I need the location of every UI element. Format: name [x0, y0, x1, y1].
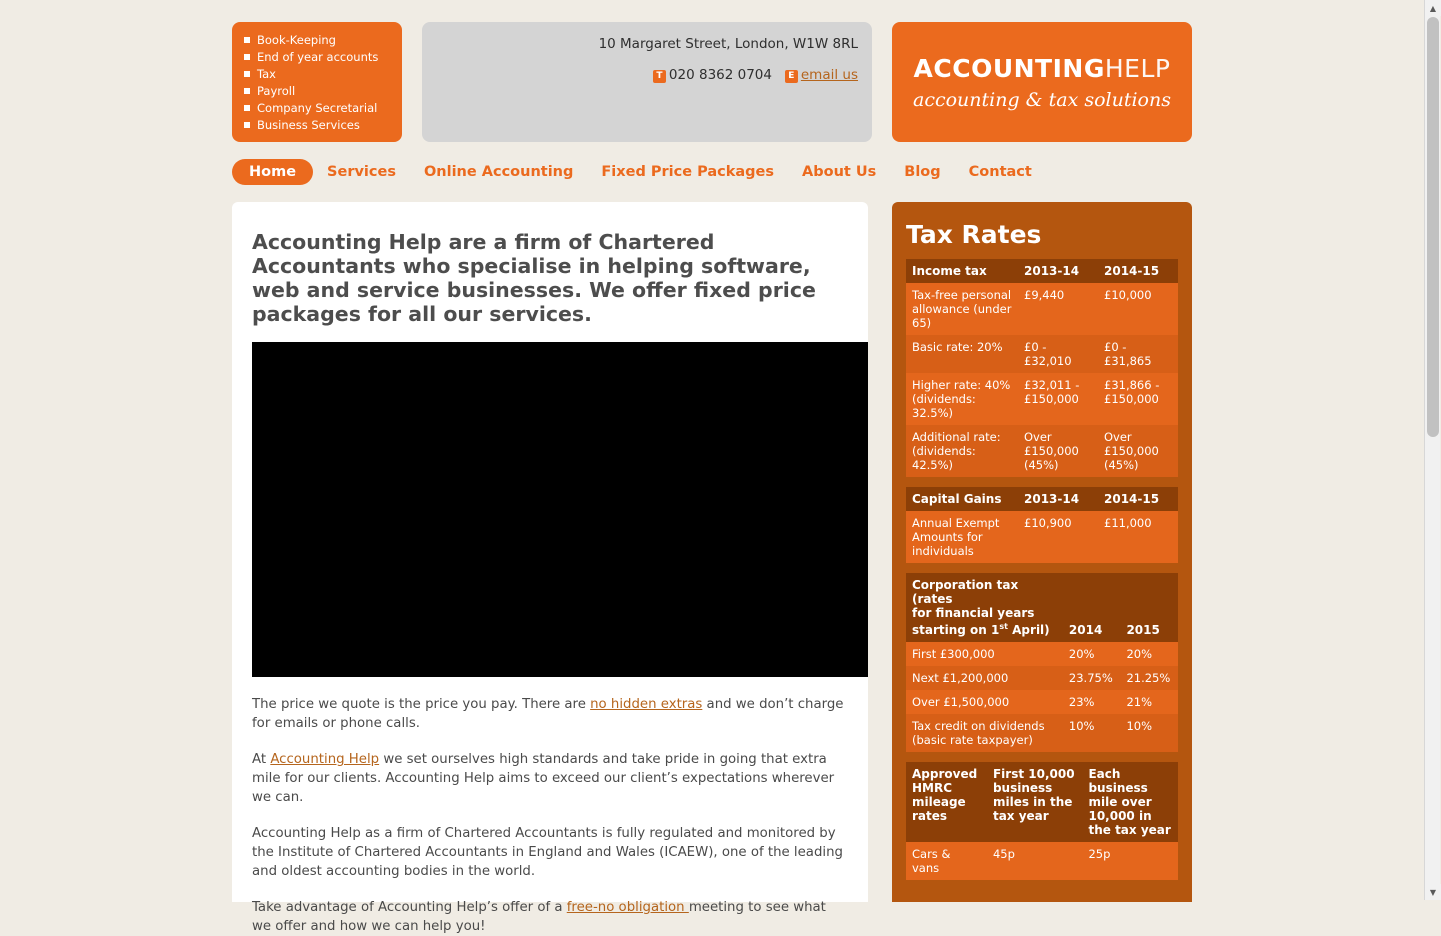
logo-light-part: HELP	[1104, 53, 1171, 83]
list-item[interactable]	[244, 49, 390, 66]
income-tax-table	[906, 259, 1178, 477]
page-title: Accounting Help are a firm of Chartered Accountants who specialise in helping software, web and service businesses. We offer fixed price packages for all our services.	[252, 230, 816, 326]
scroll-down-arrow-icon[interactable]: ▼	[1425, 884, 1441, 900]
column-header: 2014-15	[1098, 487, 1178, 511]
square-bullet-icon	[244, 88, 250, 94]
paragraph-regulation: Accounting Help as a firm of Chartered Accountants is fully regulated and monitored by the Institute of Chartered Accountants in England and Wales (ICAEW), one of the leading and oldest accounting bodies in the world.	[252, 826, 843, 879]
table-header-row	[906, 487, 1178, 511]
list-item-label: Company Secretarial	[257, 101, 378, 115]
column-header: 2013-14	[1018, 487, 1098, 511]
cell-value: 23%	[1063, 690, 1121, 714]
header-line-3-pre: starting on 1	[912, 623, 1000, 637]
paragraph-text: meeting to see what we offer and how we can help you!	[252, 900, 826, 934]
cell-value: 45p	[987, 842, 1083, 880]
paragraph-offer	[252, 898, 848, 936]
cell-value: 21%	[1120, 690, 1178, 714]
table-row	[906, 511, 1178, 563]
cell-label: Higher rate: 40% (dividends: 32.5%)	[906, 373, 1018, 425]
site-logo[interactable]	[892, 22, 1192, 142]
list-item-label: Business Services	[257, 118, 360, 132]
column-header: First 10,000 business miles in the tax year	[987, 762, 1083, 842]
table-header-row	[906, 573, 1178, 642]
column-header: Capital Gains	[906, 487, 1018, 511]
table-row	[906, 425, 1178, 477]
mileage-rates-table	[906, 762, 1178, 880]
table-row	[906, 642, 1178, 666]
nav-item-fixed-price-packages[interactable]: Fixed Price Packages	[601, 164, 774, 180]
cell-value: £0 - £31,865	[1098, 335, 1178, 373]
square-bullet-icon	[244, 105, 250, 111]
list-item-label: Payroll	[257, 84, 296, 98]
contact-details-box	[422, 22, 872, 142]
phone-number: 020 8362 0704	[668, 67, 772, 83]
scroll-up-arrow-icon[interactable]: ▲	[1425, 0, 1441, 16]
cell-value: 21.25%	[1120, 666, 1178, 690]
list-item[interactable]	[244, 117, 390, 134]
cell-value: £10,900	[1018, 511, 1098, 563]
cell-value: £11,000	[1098, 511, 1178, 563]
table-row	[906, 666, 1178, 690]
cell-label: Additional rate: (dividends: 42.5%)	[906, 425, 1018, 477]
list-item-label: Book-Keeping	[257, 33, 336, 47]
column-header: 2015	[1120, 573, 1178, 642]
square-bullet-icon	[244, 71, 250, 77]
cell-value: 23.75%	[1063, 666, 1121, 690]
vertical-scrollbar[interactable]	[1424, 0, 1440, 900]
contact-row	[422, 67, 872, 83]
nav-item-blog[interactable]: Blog	[904, 164, 941, 180]
square-bullet-icon	[244, 37, 250, 43]
cell-label: Over £1,500,000	[906, 690, 1063, 714]
cell-label: Next £1,200,000	[906, 666, 1063, 690]
nav-item-online-accounting[interactable]: Online Accounting	[423, 164, 574, 180]
no-hidden-extras-link[interactable]: no hidden extras	[590, 697, 703, 712]
corporation-tax-table	[906, 573, 1178, 752]
list-item-label: End of year accounts	[257, 50, 379, 64]
header-line-2: for financial years	[912, 606, 1035, 620]
table-row	[906, 373, 1178, 425]
logo-wordmark	[914, 54, 1171, 83]
nav-item-contact[interactable]: Contact	[968, 164, 1032, 180]
paragraph-text: At	[252, 752, 271, 767]
header-line-1: Corporation tax (rates	[912, 578, 1019, 606]
cell-value: 20%	[1120, 642, 1178, 666]
accounting-help-link[interactable]: Accounting Help	[270, 752, 380, 767]
paragraph-pricing	[252, 695, 848, 733]
cell-value: Over £150,000 (45%)	[1018, 425, 1098, 477]
cell-label: First £300,000	[906, 642, 1063, 666]
nav-item-services[interactable]: Services	[327, 164, 396, 180]
column-header: Income tax	[906, 259, 1018, 283]
paragraph-text: Take advantage of Accounting Help’s offer of a	[252, 900, 567, 915]
header-ordinal-suffix: st	[999, 622, 1008, 631]
scrollbar-thumb[interactable]	[1427, 17, 1439, 437]
cell-value: £0 - £32,010	[1018, 335, 1098, 373]
list-item-label: Tax	[257, 67, 276, 81]
column-header: Each business mile over 10,000 in the tax year	[1082, 762, 1178, 842]
cell-label: Tax-free personal allowance (under 65)	[906, 283, 1018, 335]
cell-value: £31,866 - £150,000	[1098, 373, 1178, 425]
table-header-row	[906, 259, 1178, 283]
cell-label: Tax credit on dividends (basic rate taxpayer)	[906, 714, 1063, 752]
cell-label: Annual Exempt Amounts for individuals	[906, 511, 1018, 563]
column-header-corporation	[906, 573, 1063, 642]
free-no-obligation-link[interactable]: free-no obligation	[566, 900, 689, 915]
services-summary-list	[244, 32, 390, 134]
square-bullet-icon	[244, 54, 250, 60]
nav-item-home[interactable]: Home	[232, 159, 313, 185]
column-header: Approved HMRC mileage rates	[906, 762, 987, 842]
services-summary-box	[232, 22, 402, 142]
main-content	[232, 202, 868, 934]
cell-label: Cars & vans	[906, 842, 987, 880]
cell-value: £9,440	[1018, 283, 1098, 335]
cell-value: 10%	[1120, 714, 1178, 752]
list-item[interactable]	[244, 66, 390, 83]
main-navigation	[232, 158, 1192, 186]
email-icon: E	[785, 70, 798, 83]
paragraph-text: The price we quote is the price you pay. There are	[252, 697, 591, 712]
table-row	[906, 842, 1178, 880]
header-line-3-post: April)	[1007, 623, 1050, 637]
tax-rates-sidebar	[892, 202, 1192, 902]
paragraph-text: and we don’t charge for emails or phone calls.	[252, 697, 844, 731]
list-item[interactable]	[244, 100, 390, 117]
table-row	[906, 335, 1178, 373]
nav-item-about-us[interactable]: About Us	[802, 164, 877, 180]
email-us-link[interactable]: email us	[800, 67, 858, 83]
cell-value: 25p	[1082, 842, 1178, 880]
paragraph-standards	[252, 750, 848, 807]
table-row	[906, 714, 1178, 752]
square-bullet-icon	[244, 122, 250, 128]
list-item[interactable]	[244, 32, 390, 49]
cell-value: 20%	[1063, 642, 1121, 666]
cell-value: Over £150,000 (45%)	[1098, 425, 1178, 477]
cell-value: £32,011 - £150,000	[1018, 373, 1098, 425]
list-item[interactable]	[244, 83, 390, 100]
site-header	[232, 22, 1192, 142]
table-row	[906, 690, 1178, 714]
office-address: 10 Margaret Street, London, W1W 8RL	[598, 36, 858, 52]
table-header-row	[906, 762, 1178, 842]
telephone-icon: T	[653, 70, 666, 83]
logo-tagline: accounting & tax solutions	[913, 88, 1171, 111]
promo-video-player[interactable]	[252, 342, 868, 677]
cell-value: £10,000	[1098, 283, 1178, 335]
table-row	[906, 283, 1178, 335]
logo-bold-part: ACCOUNTING	[913, 53, 1105, 83]
cell-value: 10%	[1063, 714, 1121, 752]
column-header: 2014-15	[1098, 259, 1178, 283]
sidebar-title: Tax Rates	[906, 220, 1042, 249]
paragraph-text: we set ourselves high standards and take pride in going that extra mile for our clients. Accounting Help aims to exceed our client’s expectations wherever we can.	[252, 752, 835, 805]
capital-gains-table	[906, 487, 1178, 563]
column-header: 2013-14	[1018, 259, 1098, 283]
cell-label: Basic rate: 20%	[906, 335, 1018, 373]
column-header: 2014	[1063, 573, 1121, 642]
